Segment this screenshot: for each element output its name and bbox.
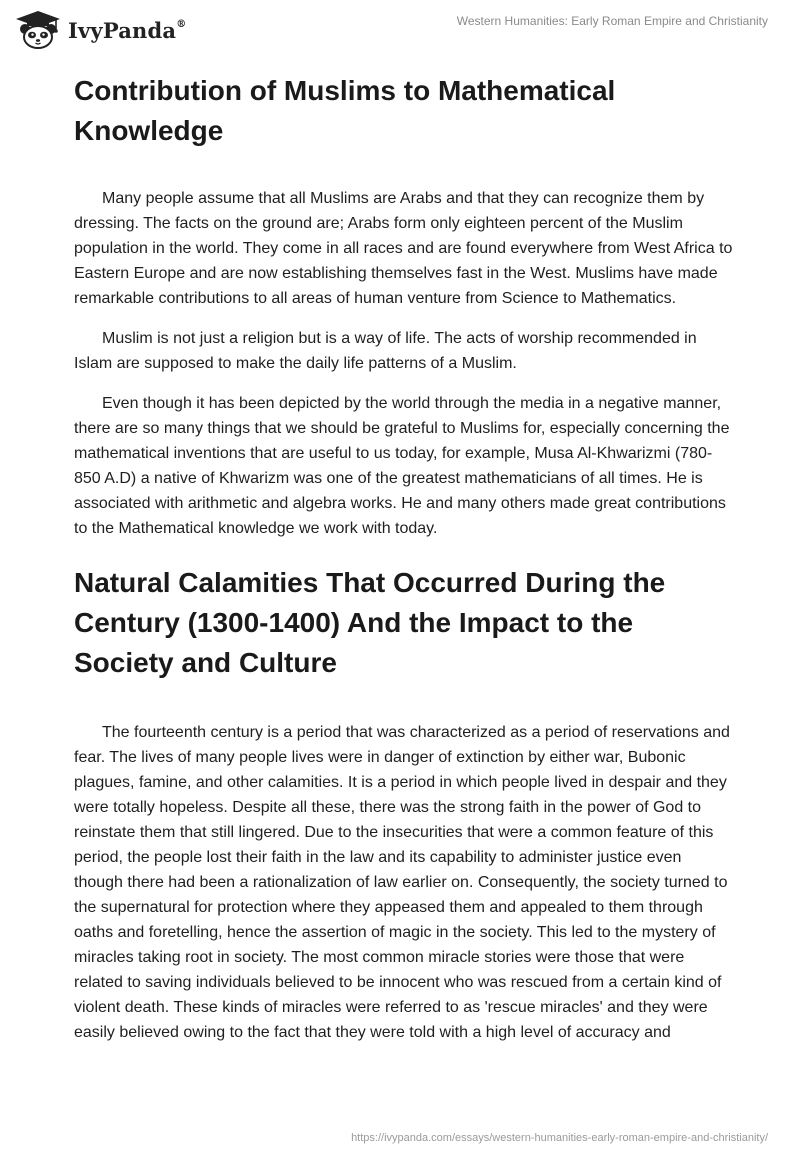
brand-logo[interactable] — [14, 10, 186, 50]
brand-name: IvyPanda® — [68, 17, 187, 43]
section-body — [74, 720, 734, 1045]
section-natural-calamities — [74, 563, 734, 1045]
paragraph: Muslim is not just a religion but is a way of life. The acts of worship recommended in Islam are supposed to make the daily life patterns of a Muslim. — [74, 330, 697, 372]
panda-graduation-icon — [14, 10, 62, 50]
section-body — [74, 186, 734, 541]
paragraph: Even though it has been depicted by the world through the media in a negative manner, there are so many things that we should be grateful to Muslims for, especially concerning the mathematical inventions that are useful to us today, for example, Musa Al-Khwarizmi (780-850 A.D) a native of Khwarizm was one of the greatest mathematicians of all times. He is associated with arithmetic and algebra works. He and many others made great contributions to the Mathematical knowledge we work with today. — [74, 395, 730, 537]
paragraph: Many people assume that all Muslims are Arabs and that they can recognize them by dressing. The facts on the ground are; Arabs form only eighteen percent of the Muslim population in the world. They come in all races and are found everywhere from West Africa to Eastern Europe and are now establishing themselves fast in the West. Muslims have made remarkable contributions to all areas of human venture from Science to Mathematics. — [74, 190, 733, 307]
paragraph: The fourteenth century is a period that was characterized as a period of reservations and fear. The lives of many people lives were in danger of extinction by either war, Bubonic plagues, famine, and other calamities. It is a period in which people lived in despair and they were totally hopeless. Despite all these, there was the strong faith in the power of God to reinstate them that still lingered. Due to the insecurities that were a common feature of this period, the people lost their faith in the law and its capability to administer justice even though there had been a rationalization of law earlier on. Consequently, the society turned to the supernatural for protection where they appeased them and appealed to them through oaths and foretelling, hence the assertion of magic in the society. This led to the mystery of miracles taking root in society. The most common miracle stories were those that were related to saving individuals believed to be innocent who was rescued from a certain kind of violent death. These kinds of miracles were referred to as 'rescue miracles' and they were easily believed owing to the fact that they were told with a high level of accuracy and — [74, 724, 730, 1041]
essay-content — [74, 70, 734, 1045]
page-header — [0, 0, 800, 60]
section-heading: Contribution of Muslims to Mathematical Knowledge — [74, 75, 616, 146]
section-muslim-math — [74, 71, 734, 541]
document-title: Western Humanities: Early Roman Empire and Christianity — [456, 14, 768, 28]
section-heading: Natural Calamities That Occurred During the Century (1300-1400) And the Impact to the Society and Culture — [74, 567, 666, 678]
registered-mark: ® — [176, 18, 187, 30]
source-url[interactable]: https://ivypanda.com/essays/western-humanities-early-roman-empire-and-christianity/ — [351, 1132, 768, 1144]
